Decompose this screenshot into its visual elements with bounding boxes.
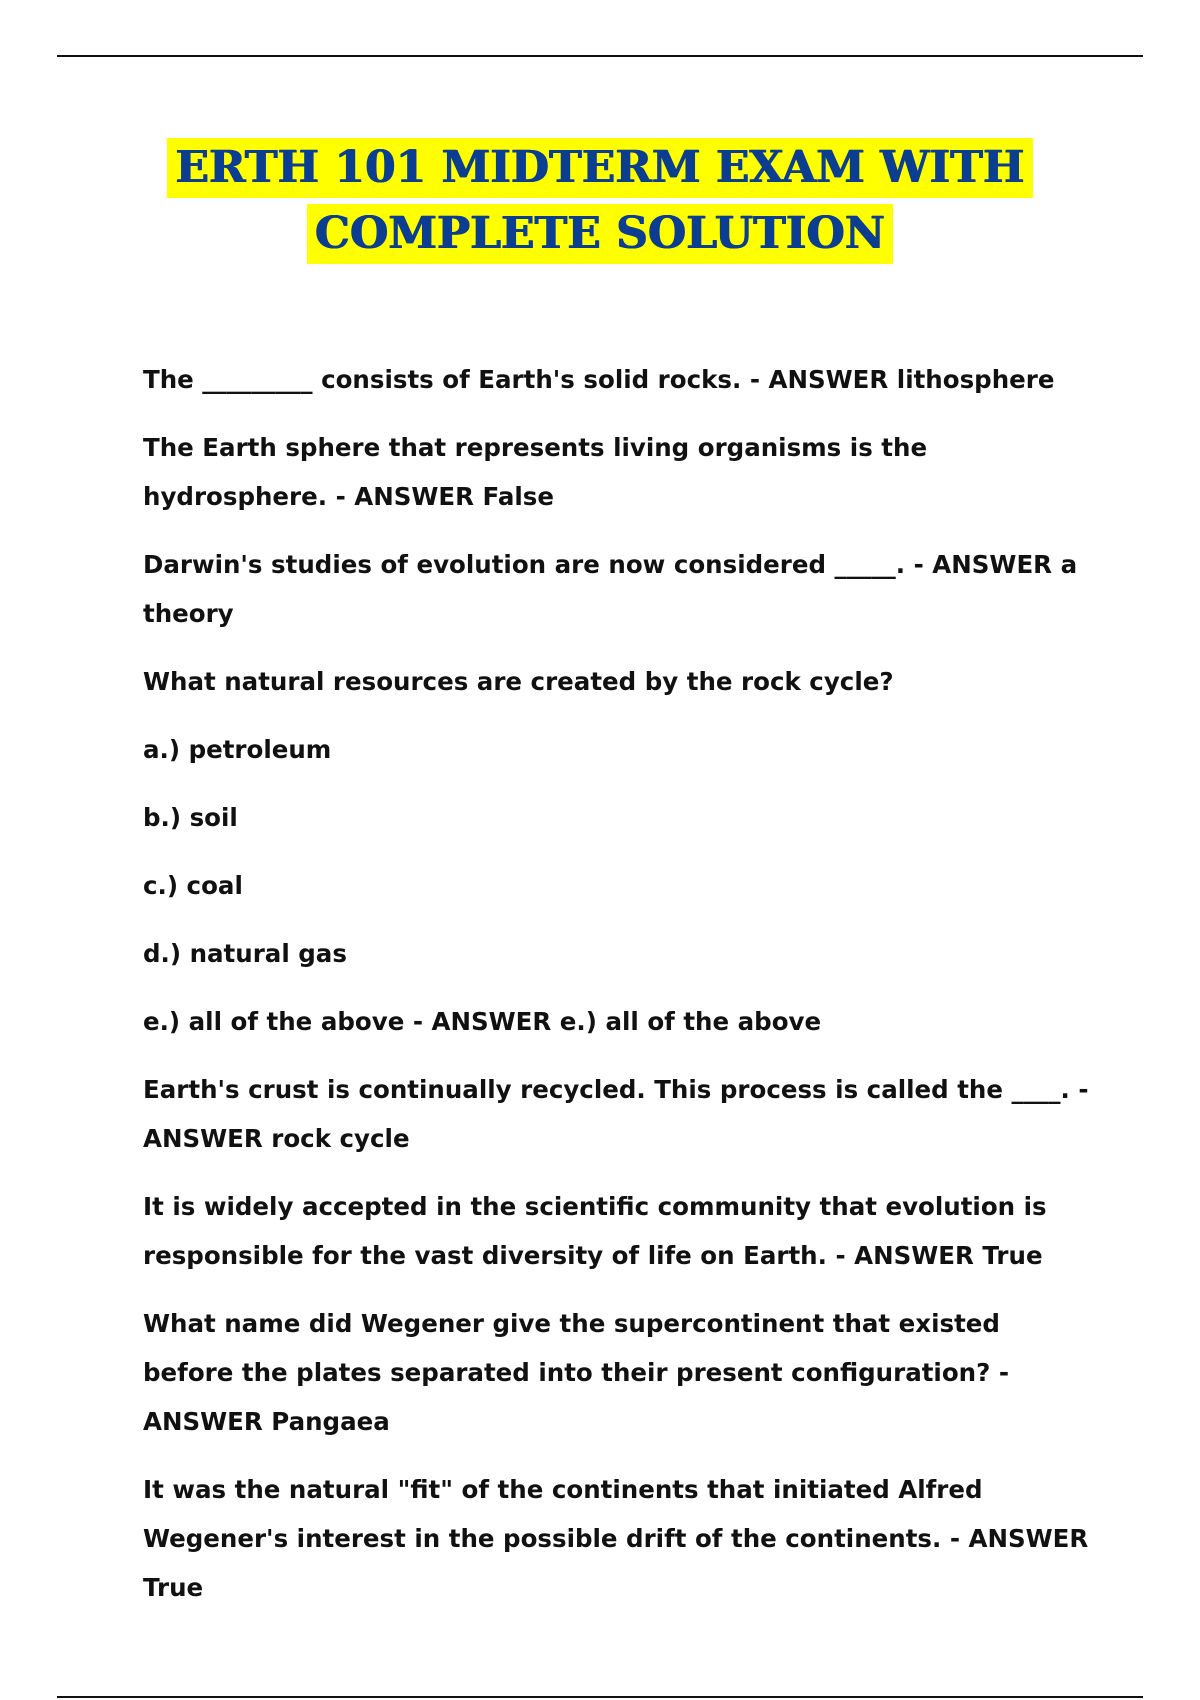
option-paragraph: e.) all of the above - ANSWER e.) all of the above bbox=[143, 1007, 822, 1036]
option-paragraph: a.) petroleum bbox=[143, 735, 332, 764]
qa-paragraph: Earth's crust is continually recycled. This process is called the ____. - ANSWER rock cycle bbox=[143, 1075, 1089, 1153]
option-paragraph: c.) coal bbox=[143, 871, 243, 900]
qa-paragraph: It is widely accepted in the scientific community that evolution is responsible for the vast diversity of life on Earth. - ANSWER True bbox=[143, 1192, 1047, 1270]
title-line-2: COMPLETE SOLUTION bbox=[307, 204, 893, 264]
document-title bbox=[0, 138, 1200, 264]
option-paragraph: b.) soil bbox=[143, 803, 238, 832]
qa-paragraph: What name did Wegener give the supercontinent that existed before the plates separated into their present configuration? - ANSWER Pangaea bbox=[143, 1309, 1010, 1436]
qa-paragraph: Darwin's studies of evolution are now considered _____. - ANSWER a theory bbox=[143, 550, 1078, 628]
qa-paragraph: The _________ consists of Earth's solid rocks. - ANSWER lithosphere bbox=[143, 365, 1055, 394]
document-body bbox=[143, 355, 1093, 1631]
qa-paragraph: It was the natural "fit" of the continents that initiated Alfred Wegener's interest in the possible drift of the continents. - ANSWER True bbox=[143, 1475, 1089, 1602]
title-line-1: ERTH 101 MIDTERM EXAM WITH bbox=[167, 138, 1032, 198]
question-paragraph: What natural resources are created by the rock cycle? bbox=[143, 667, 894, 696]
bottom-divider bbox=[57, 1696, 1143, 1698]
top-divider bbox=[57, 55, 1143, 57]
qa-paragraph: The Earth sphere that represents living organisms is the hydrosphere. - ANSWER False bbox=[143, 433, 928, 511]
option-paragraph: d.) natural gas bbox=[143, 939, 347, 968]
